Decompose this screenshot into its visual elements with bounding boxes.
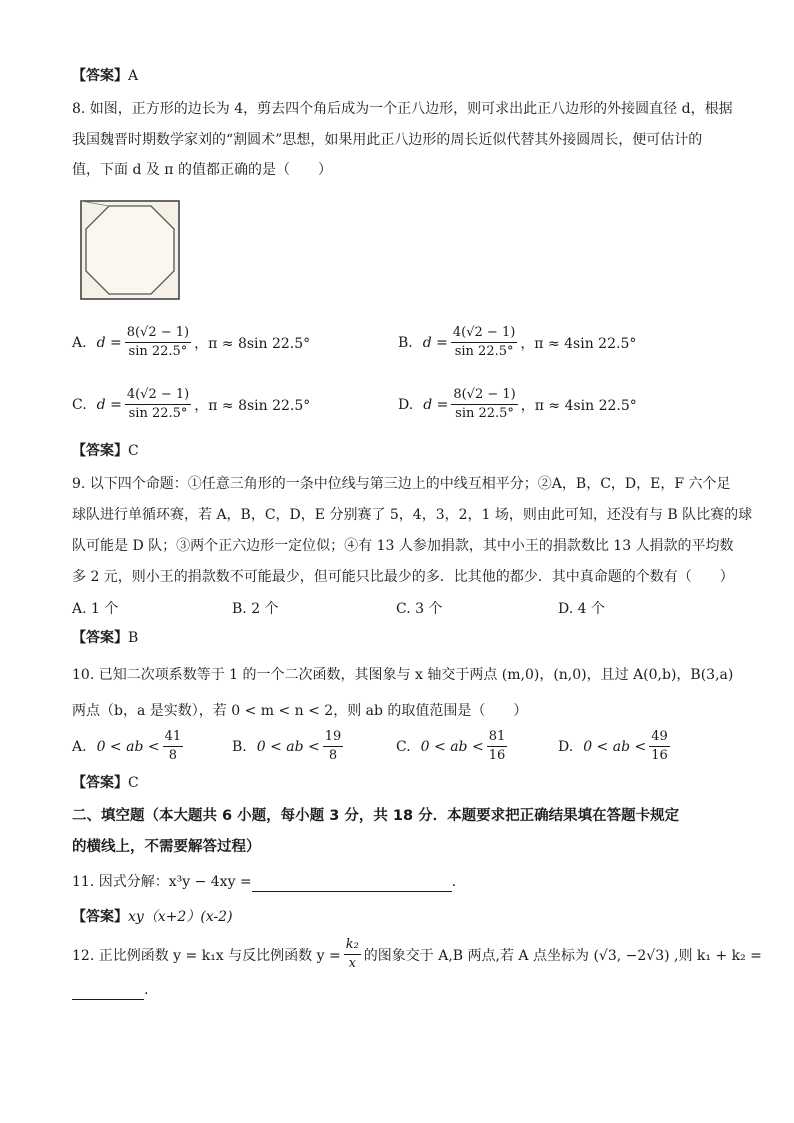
answer-tag: 【答案】 — [72, 775, 128, 791]
option-lhs: d = — [423, 396, 449, 413]
fraction — [125, 325, 191, 360]
option-lhs: d = — [422, 334, 448, 351]
section-heading-line-2: 的横线上，不需要解答过程） — [72, 839, 261, 855]
answer-tag: 【答案】 — [72, 630, 128, 646]
q12-line-2 — [72, 980, 148, 1000]
q8-line-3: 值，下面 d 及 π 的值都正确的是（ ） — [72, 162, 332, 178]
answer-8 — [72, 441, 139, 461]
q10-line-2: 两点（b，a 是实数），若 0 < m < n < 2，则 ab 的取值范围是（ ） — [72, 703, 528, 719]
answer-10 — [72, 773, 139, 793]
fraction-numerator: 8(√2 − 1) — [451, 387, 517, 405]
q8-option-c — [72, 387, 310, 422]
option-pi: ，π ≈ 8sin 22.5° — [194, 335, 311, 352]
q9-option-b: B. 2 个 — [232, 601, 279, 617]
answer-blank[interactable] — [252, 875, 452, 892]
option-expression: 0 < ab < — [96, 738, 160, 755]
answer-value: C — [128, 775, 139, 791]
octagon-shape — [86, 206, 174, 294]
option-pi: ，π ≈ 4sin 22.5° — [520, 397, 637, 414]
fraction-denominator: sin 22.5° — [454, 344, 514, 359]
octagon-figure — [80, 200, 180, 300]
option-label: C. — [396, 738, 411, 755]
fraction-numerator: k₂ — [344, 937, 361, 955]
fraction-numerator: 81 — [487, 729, 508, 747]
answer-9 — [72, 628, 138, 648]
fraction-numerator: 4(√2 − 1) — [451, 325, 517, 343]
fraction-denominator: x — [348, 956, 356, 971]
q9-option-a: A. 1 个 — [72, 601, 119, 617]
option-label: B. — [398, 334, 413, 351]
option-label: D. — [398, 396, 414, 413]
fraction-numerator: 19 — [323, 729, 344, 747]
q9-line-2: 球队进行单循环赛，若 A，B，C，D，E 分别赛了 5，4，3，2，1 场，则由此可知，还没有与 B 队比赛的球 — [72, 507, 753, 523]
q10-option-a — [72, 729, 186, 764]
option-lhs: d = — [96, 334, 122, 351]
option-expression: 0 < ab < — [420, 738, 484, 755]
q9-line-4: 多 2 元，则小王的捐款数不可能最少，但可能只比最少的多．比其他的都少．其中真命题的个数有（ ） — [72, 569, 734, 585]
fraction-denominator: 16 — [651, 748, 668, 763]
answer-tag: 【答案】 — [72, 909, 128, 925]
q8-line-2: 我国魏晋时期数学家刘的“割圆术”思想，如果用此正八边形的周长近似代替其外接圆周长，便可估计的 — [72, 132, 703, 148]
fraction-denominator: sin 22.5° — [455, 406, 514, 421]
answer-value: C — [128, 443, 139, 459]
fraction — [163, 729, 184, 764]
answer-tag: 【答案】 — [72, 68, 128, 84]
answer-value: A — [128, 68, 139, 84]
q11-text: 11. 因式分解：x³y − 4xy = — [72, 874, 252, 890]
q8-option-d — [398, 387, 637, 422]
fraction — [323, 729, 344, 764]
option-pi: ，π ≈ 4sin 22.5° — [520, 335, 637, 352]
answer-value: xy（x+2）(x-2) — [128, 909, 233, 925]
q12-line-1 — [72, 937, 762, 972]
q10-option-c — [396, 729, 510, 764]
option-expression: 0 < ab < — [256, 738, 320, 755]
option-expression: 0 < ab < — [583, 738, 647, 755]
fraction — [487, 729, 508, 764]
fraction-denominator: 8 — [168, 748, 177, 763]
q11-suffix: . — [451, 874, 457, 890]
q12-rest: 的图象交于 A,B 两点,若 A 点坐标为 (√3, −2√3) ,则 k₁ + k₂ = — [363, 947, 762, 964]
q12-suffix: . — [144, 982, 149, 998]
q12-text: 12. 正比例函数 y = k₁x 与反比例函数 y = — [72, 947, 341, 964]
q9-option-c: C. 3 个 — [396, 601, 443, 617]
answer-7 — [72, 66, 138, 86]
q11-line — [72, 872, 456, 892]
answer-11 — [72, 907, 233, 927]
fraction — [451, 387, 517, 422]
q10-line-1: 10. 已知二次项系数等于 1 的一个二次函数，其图象与 x 轴交于两点 (m,0)，(n,0)，且过 A(0,b)，B(3,a) — [72, 667, 734, 683]
option-label: C. — [72, 396, 87, 413]
option-label: A. — [72, 334, 87, 351]
q9-option-d: D. 4 个 — [558, 601, 605, 617]
fraction-numerator: 4(√2 − 1) — [125, 387, 191, 405]
q9-line-1: 9. 以下四个命题：①任意三角形的一条中位线与第三边上的中线互相平分；②A，B，C，D，E，F 六个足 — [72, 476, 731, 492]
q8-option-a — [72, 325, 310, 360]
fraction — [649, 729, 670, 764]
q10-option-d — [558, 729, 673, 764]
fraction-denominator: 16 — [488, 748, 506, 763]
answer-blank[interactable] — [72, 985, 144, 1000]
fraction — [125, 387, 191, 422]
q9-line-3: 队可能是 D 队；③两个正六边形一定位似；④有 13 人参加捐款，其中小王的捐款数比 13 人捐款的平均数 — [72, 538, 734, 554]
option-label: B. — [232, 738, 247, 755]
fraction — [451, 325, 517, 360]
answer-tag: 【答案】 — [72, 443, 128, 459]
section-heading-line-1: 二、填空题（本大题共 6 小题，每小题 3 分，共 18 分．本题要求把正确结果填在答题卡规定 — [72, 808, 680, 824]
fraction-numerator: 8(√2 − 1) — [125, 325, 191, 343]
answer-value: B — [128, 630, 139, 646]
option-lhs: d = — [96, 396, 122, 413]
option-label: A. — [72, 738, 87, 755]
option-label: D. — [558, 738, 574, 755]
q8-line-1: 8. 如图，正方形的边长为 4，剪去四个角后成为一个正八边形，则可求出此正八边形的外接圆直径 d，根据 — [72, 101, 733, 117]
fraction-denominator: sin 22.5° — [128, 406, 188, 421]
fraction-numerator: 41 — [163, 729, 184, 747]
fraction — [344, 937, 361, 972]
q8-option-b — [398, 325, 636, 360]
q10-option-b — [232, 729, 346, 764]
fraction-numerator: 49 — [649, 729, 670, 747]
fraction-denominator: 8 — [328, 748, 338, 763]
fraction-denominator: sin 22.5° — [128, 344, 188, 359]
option-pi: ，π ≈ 8sin 22.5° — [194, 397, 311, 414]
